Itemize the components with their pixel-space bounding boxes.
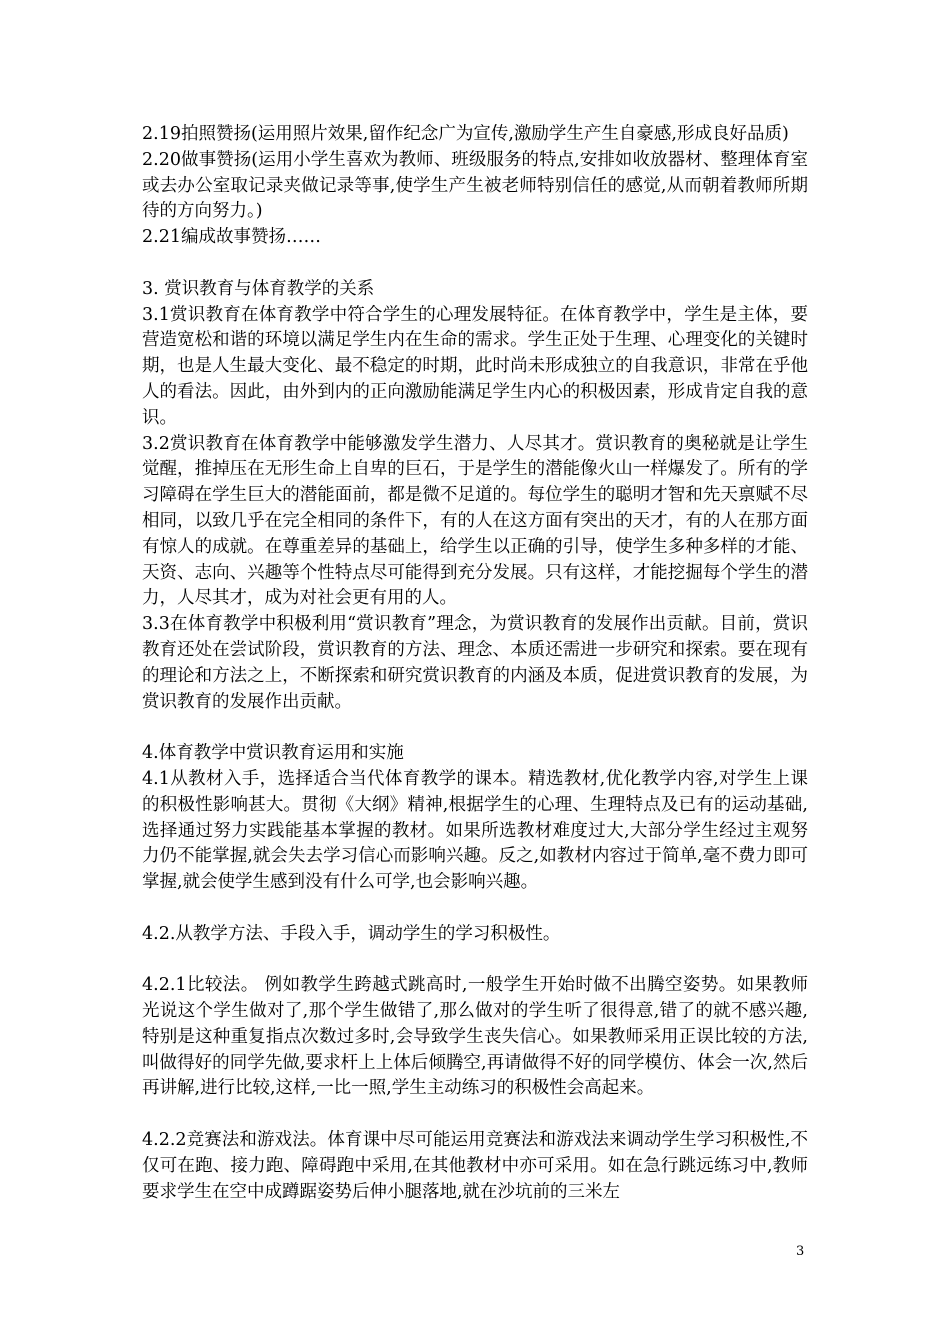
blank-line xyxy=(142,896,808,922)
paragraph-4-2-2: 4.2.2竞赛法和游戏法。体育课中尽可能运用竞赛法和游戏法来调动学生学习积极性,不仅可在跑、接力跑、障碍跑中采用,在其他教材中亦可采用。如在急行跳远练习中,教师要求学生在空中成蹲踞姿势后伸小腿落地,就在沙坑前的三米左 xyxy=(142,1130,808,1202)
document-body xyxy=(142,122,808,1205)
paragraph-3-1: 3.1赏识教育在体育教学中符合学生的心理发展特征。在体育教学中，学生是主体，要营造宽松和谐的环境以满足学生内在生命的需求。学生正处于生理、心理变化的关键时期，也是人生最大变化、最不稳定的时期，此时尚未形成独立的自我意识，非常在乎他人的看法。因此，由外到内的正向激励能满足学生内心的积极因素，形成肯定自我的意识。 xyxy=(142,304,808,428)
blank-line xyxy=(142,715,808,741)
blank-line xyxy=(142,1102,808,1128)
section-heading-4-2: 4.2.从教学方法、手段入手，调动学生的学习积极性。 xyxy=(142,923,561,944)
blank-line xyxy=(142,948,808,974)
paragraph-2-19: 2.19拍照赞扬(运用照片效果,留作纪念广为宣传,激励学生产生自豪感,形成良好品质) xyxy=(142,124,789,144)
paragraph-2-20: 2.20做事赞扬(运用小学生喜欢为教师、班级服务的特点,安排如收放器材、整理体育室或去办公室取记录夹做记录等事,使学生产生被老师特别信任的感觉,从而朝着教师所期待的方向努力。) xyxy=(142,149,808,222)
section-heading-4: 4.体育教学中赏识教育运用和实施 xyxy=(142,743,404,764)
paragraph-2-21: 2.21编成故事赞扬…… xyxy=(142,227,321,248)
paragraph-4-1: 4.1从教材入手，选择适合当代体育教学的课本。精选教材,优化教学内容,对学生上课的积极性影响甚大。贯彻《大纲》精神,根据学生的心理、生理特点及已有的运动基础,选择通过努力实践能基本掌握的教材。如果所选教材难度过大,大部分学生经过主观努力仍不能掌握,就会失去学习信心而影响兴趣。反之,如教材内容过于简单,毫不费力即可掌握,就会使学生感到没有什么可学,也会影响兴趣。 xyxy=(142,768,808,893)
paragraph-3-2: 3.2赏识教育在体育教学中能够激发学生潜力、人尽其才。赏识教育的奥秘就是让学生觉醒，推掉压在无形生命上自卑的巨石，于是学生的潜能像火山一样爆发了。所有的学习障碍在学生巨大的潜能面前，都是微不足道的。每位学生的聪明才智和先天禀赋不尽相同，以致几乎在完全相同的条件下，有的人在这方面有突出的天才，有的人在那方面有惊人的成就。在尊重差异的基础上，给学生以正确的引导，使学生多种多样的才能、天资、志向、兴趣等个性特点尽可能得到充分发展。只有这样，才能挖掘每个学生的潜力，人尽其才，成为对社会更有用的人。 xyxy=(142,433,808,609)
section-heading-3: 3. 赏识教育与体育教学的关系 xyxy=(142,278,375,299)
paragraph-3-3: 3.3在体育教学中积极利用“赏识教育”理念，为赏识教育的发展作出贡献。目前，赏识教育还处在尝试阶段，赏识教育的方法、理念、本质还需进一步研究和探索。要在现有的理论和方法之上，不断探索和研究赏识教育的内涵及本质，促进赏识教育的发展，为赏识教育的发展作出贡献。 xyxy=(142,614,808,712)
blank-line xyxy=(142,251,808,277)
page-number: 3 xyxy=(796,1244,805,1259)
paragraph-4-2-1: 4.2.1比较法。 例如教学生跨越式跳高时,一般学生开始时做不出腾空姿势。如果教师光说这个学生做对了,那个学生做错了,那么做对的学生听了很得意,错了的就不感兴趣,特别是这种重复指点次数过多时,会导致学生丧失信心。如果教师采用正误比较的方法,叫做得好的同学先做,要求杆上上体后倾腾空,再请做得不好的同学模仿、体会一次,然后再讲解,进行比较,这样,一比一照,学生主动练习的积极性会高起来。 xyxy=(142,975,808,1099)
